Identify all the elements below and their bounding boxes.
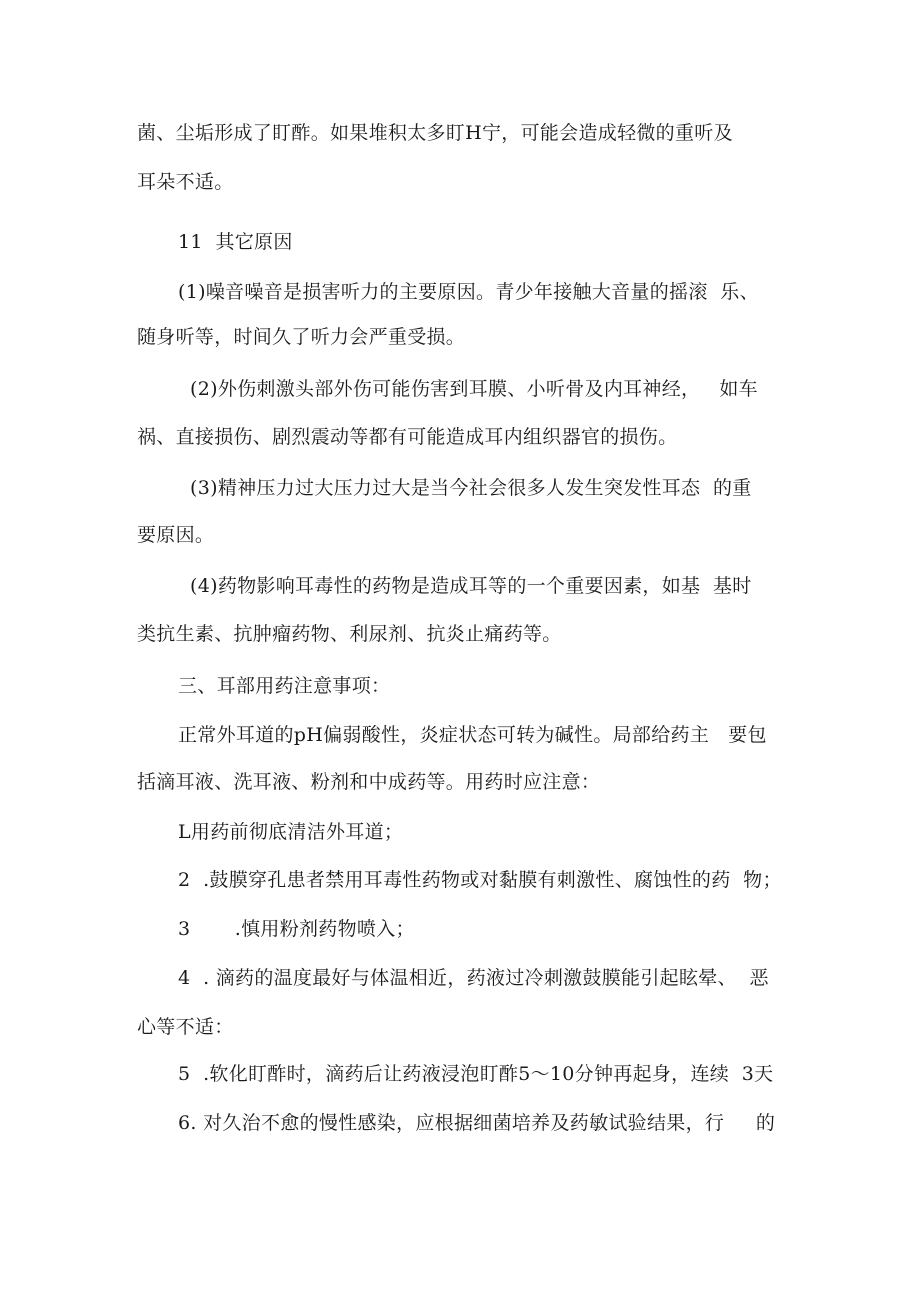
text-line: 心等不适：	[137, 1016, 234, 1038]
list-item: L用药前彻底清洁外耳道；	[178, 821, 404, 843]
section-heading: 11 其它原因	[178, 231, 293, 253]
text-line: (1)噪音噪音是损害听力的主要原因。青少年接触大音量的摇滚 乐、	[178, 281, 759, 303]
text-line: (4)药物影响耳毒性的药物是造成耳等的一个重要因素，如基 基时	[190, 575, 752, 597]
list-item: 2 .鼓膜穿孔患者禁用耳毒性药物或对黏膜有刺激性、腐蚀性的药 物；	[178, 869, 782, 891]
text-line: 随身听等，时间久了听力会严重受损。	[137, 326, 466, 348]
text-line: 要原因。	[137, 524, 215, 546]
list-item: 6. 对久治不愈的慢性感染，应根据细菌培养及药敏试验结果，行 的	[178, 1112, 776, 1134]
text-line: 耳朵不适。	[137, 171, 234, 193]
text-line: 正常外耳道的pH偏弱酸性，炎症状态可转为碱性。局部给药主 要包	[178, 724, 767, 746]
list-item: 3 .慎用粉剂药物喷入；	[178, 918, 415, 940]
text-line: (3)精神压力过大压力过大是当今社会很多人发生突发性耳态 的重	[190, 477, 752, 499]
text-line: 菌、尘垢形成了盯酢。如果堆积太多盯H宁，可能会造成轻微的重听及	[137, 122, 733, 144]
section-heading: 三、耳部用药注意事项：	[178, 675, 391, 697]
text-line: (2)外伤刺激头部外伤可能伤害到耳膜、小听骨及内耳神经， 如车	[190, 378, 758, 400]
list-item: 5 .软化盯酢时，滴药后让药液浸泡盯酢5～10分钟再起身，连续 3天	[178, 1063, 774, 1085]
list-item: 4 . 滴药的温度最好与体温相近，药液过冷刺激鼓膜能引起眩晕、 恶	[178, 967, 769, 989]
text-line: 祸、直接损伤、剧烈震动等都有可能造成耳内组织器官的损伤。	[137, 426, 678, 448]
text-line: 括滴耳液、洗耳液、粉剂和中成药等。用药时应注意：	[137, 771, 601, 793]
text-line: 类抗生素、抗肿瘤药物、利尿剂、抗炎止痛药等。	[137, 623, 562, 645]
